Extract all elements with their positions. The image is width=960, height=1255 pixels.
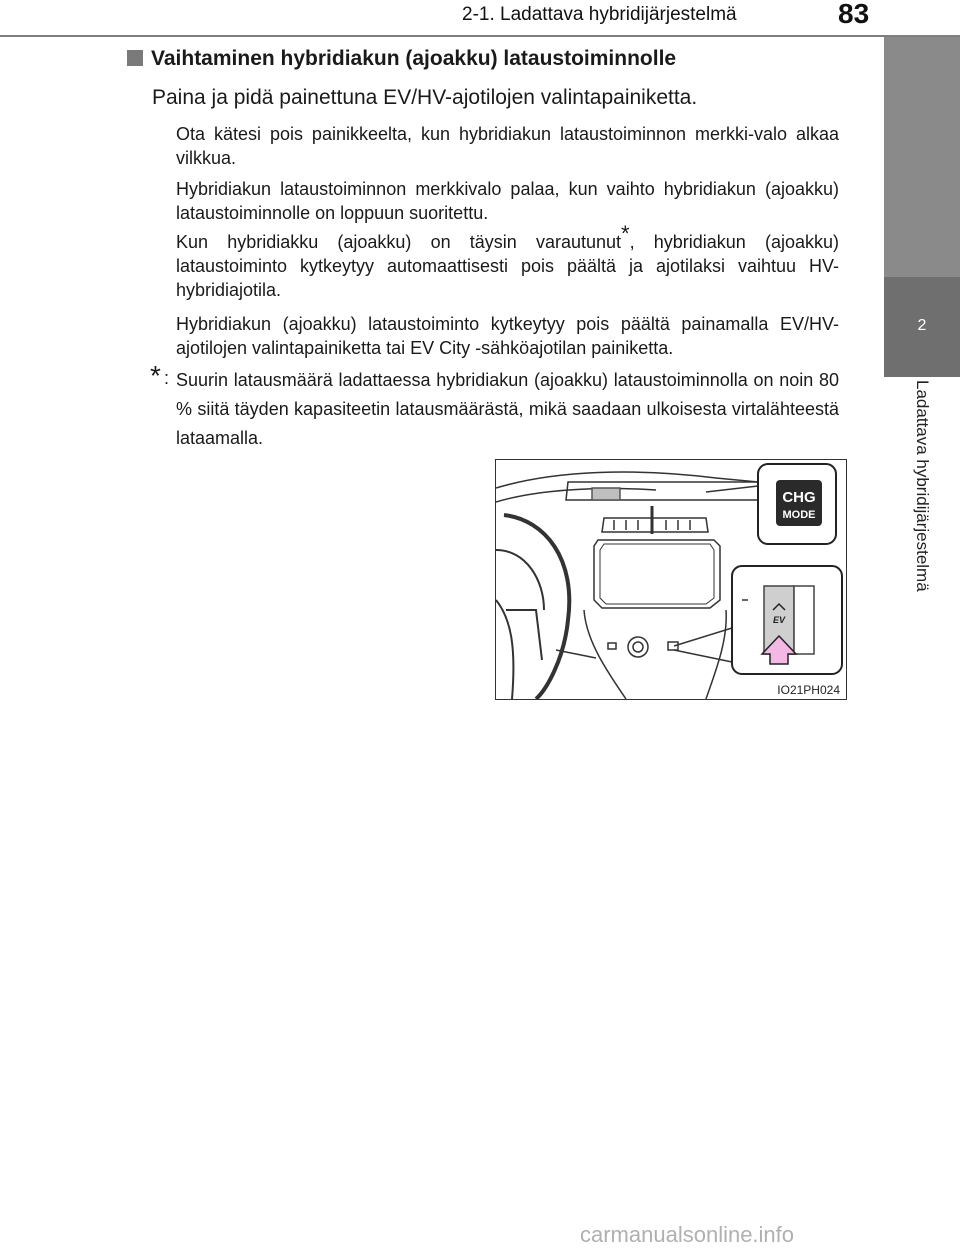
header-rule	[0, 35, 960, 37]
chg-label: CHG	[782, 489, 816, 506]
section-heading	[127, 47, 676, 71]
watermark: carmanualsonline.info	[580, 1222, 795, 1247]
section-title: 2-1. Ladattava hybridijärjestelmä	[462, 4, 737, 25]
mode-label: MODE	[782, 509, 816, 521]
square-bullet-icon	[127, 50, 143, 66]
footnote-colon: :	[164, 368, 170, 388]
footnote-ref: *	[621, 221, 630, 246]
chapter-title-wrap	[884, 380, 940, 640]
paragraph-release: Ota kätesi pois painikkeelta, kun hybridiakun lataustoiminnon merkki-valo alkaa vilkkua.	[176, 124, 839, 168]
side-tab	[884, 37, 960, 277]
section-heading-text: Vaihtaminen hybridiakun (ajoakku) lataustoiminnolle	[151, 47, 677, 70]
paragraph-switch-off: Hybridiakun (ajoakku) lataustoiminto kytkeytyy pois päältä painamalla EV/HV-ajotilojen valintapainiketta tai EV City -sähköajotilan painiketta.	[176, 314, 839, 358]
paragraph-fully-charged-a: Kun hybridiakku (ajoakku) on täysin varautunut	[176, 232, 622, 252]
intro-step: Paina ja pidä painettuna EV/HV-ajotilojen valintapainiketta.	[152, 86, 698, 109]
page-number: 83	[838, 0, 870, 29]
page-header	[0, 0, 960, 36]
chapter-title: Ladattava hybridijärjestelmä	[913, 380, 932, 592]
dashboard-illustration	[495, 459, 847, 700]
chapter-tab	[884, 277, 960, 377]
figure-code: IO21PH024	[777, 683, 840, 697]
footnote-text: Suurin latausmäärä ladattaessa hybridiakun (ajoakku) lataustoiminnolla on noin 80 % siitä täyden kapasiteetin latausmäärästä, mikä saadaan ulkoisesta virtalähteestä lataamalla.	[176, 370, 839, 448]
footnote-marker: *	[150, 360, 161, 391]
chapter-number: 2	[917, 317, 927, 334]
paragraph-fully-charged	[176, 221, 839, 302]
paragraph-indicator: Hybridiakun lataustoiminnon merkkivalo palaa, kun vaihto hybridiakun (ajoakku) lataustoiminnolle on loppuun suoritettu.	[176, 179, 839, 223]
paragraph-fully-charged-b: , hybridiakun (ajoakku) lataustoiminto kytkeytyy automaattisesti pois päältä ja ajotilaksi vaihtuu HV-hybridiajotila.	[176, 232, 839, 300]
dashboard-drawing	[496, 460, 846, 699]
ev-label: EV	[772, 615, 786, 625]
